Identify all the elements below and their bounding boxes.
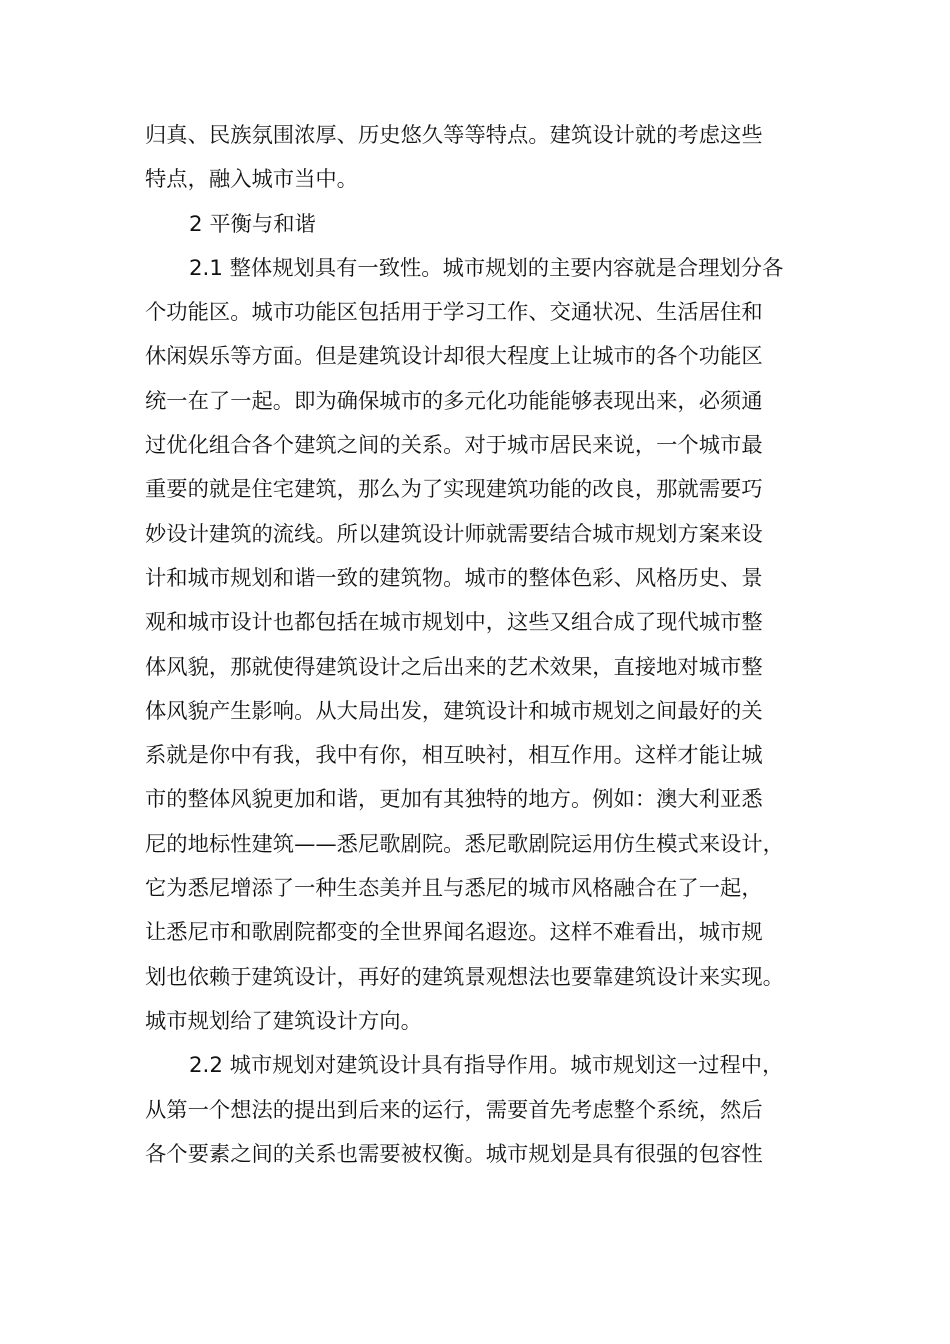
paragraph-line: 体风貌，那就使得建筑设计之后出来的艺术效果，直接地对城市整 bbox=[145, 654, 763, 680]
paragraph-line: 市的整体风貌更加和谐，更加有其独特的地方。例如：澳大利亚悉 bbox=[145, 787, 763, 813]
paragraph-line: 个功能区。城市功能区包括用于学习工作、交通状况、生活居住和 bbox=[145, 300, 763, 326]
paragraph-line: 休闲娱乐等方面。但是建筑设计却很大程度上让城市的各个功能区 bbox=[145, 344, 763, 370]
paragraph-line: 计和城市规划和谐一致的建筑物。城市的整体色彩、风格历史、景 bbox=[145, 565, 763, 591]
paragraph-line: 体风貌产生影响。从大局出发，建筑设计和城市规划之间最好的关 bbox=[145, 698, 763, 724]
paragraph-line: 从第一个想法的提出到后来的运行，需要首先考虑整个系统，然后 bbox=[145, 1097, 763, 1123]
paragraph-line: 统一在了一起。即为确保城市的多元化功能能够表现出来，必须通 bbox=[145, 388, 763, 414]
paragraph-line: 过优化组合各个建筑之间的关系。对于城市居民来说，一个城市最 bbox=[145, 433, 763, 459]
paragraph-line: 城市规划给了建筑设计方向。 bbox=[145, 1008, 422, 1034]
paragraph-line: 特点，融入城市当中。 bbox=[145, 167, 358, 193]
body-text bbox=[145, 114, 815, 1177]
paragraph-line: 尼的地标性建筑——悉尼歌剧院。悉尼歌剧院运用仿生模式来设计， bbox=[145, 831, 784, 857]
paragraph-line: 妙设计建筑的流线。所以建筑设计师就需要结合城市规划方案来设 bbox=[145, 521, 763, 547]
paragraph-line: 让悉尼市和歌剧院都变的全世界闻名遐迩。这样不难看出，城市规 bbox=[145, 920, 763, 946]
paragraph-line: 2.2 城市规划对建筑设计具有指导作用。城市规划这一过程中， bbox=[189, 1053, 784, 1079]
paragraph-line: 划也依赖于建筑设计，再好的建筑景观想法也要靠建筑设计来实现。 bbox=[145, 964, 784, 990]
paragraph-line: 观和城市设计也都包括在城市规划中，这些又组合成了现代城市整 bbox=[145, 610, 763, 636]
paragraph-line: 系就是你中有我，我中有你，相互映衬，相互作用。这样才能让城 bbox=[145, 743, 763, 769]
paragraph-line: 各个要素之间的关系也需要被权衡。城市规划是具有很强的包容性 bbox=[145, 1141, 763, 1167]
paragraph-line: 它为悉尼增添了一种生态美并且与悉尼的城市风格融合在了一起， bbox=[145, 876, 763, 902]
paragraph-line: 2.1 整体规划具有一致性。城市规划的主要内容就是合理划分各 bbox=[189, 255, 784, 281]
paragraph-line: 归真、民族氛围浓厚、历史悠久等等特点。建筑设计就的考虑这些 bbox=[145, 123, 763, 148]
section-heading: 2 平衡与和谐 bbox=[189, 211, 316, 237]
paragraph-line: 重要的就是住宅建筑，那么为了实现建筑功能的改良，那就需要巧 bbox=[145, 477, 763, 503]
